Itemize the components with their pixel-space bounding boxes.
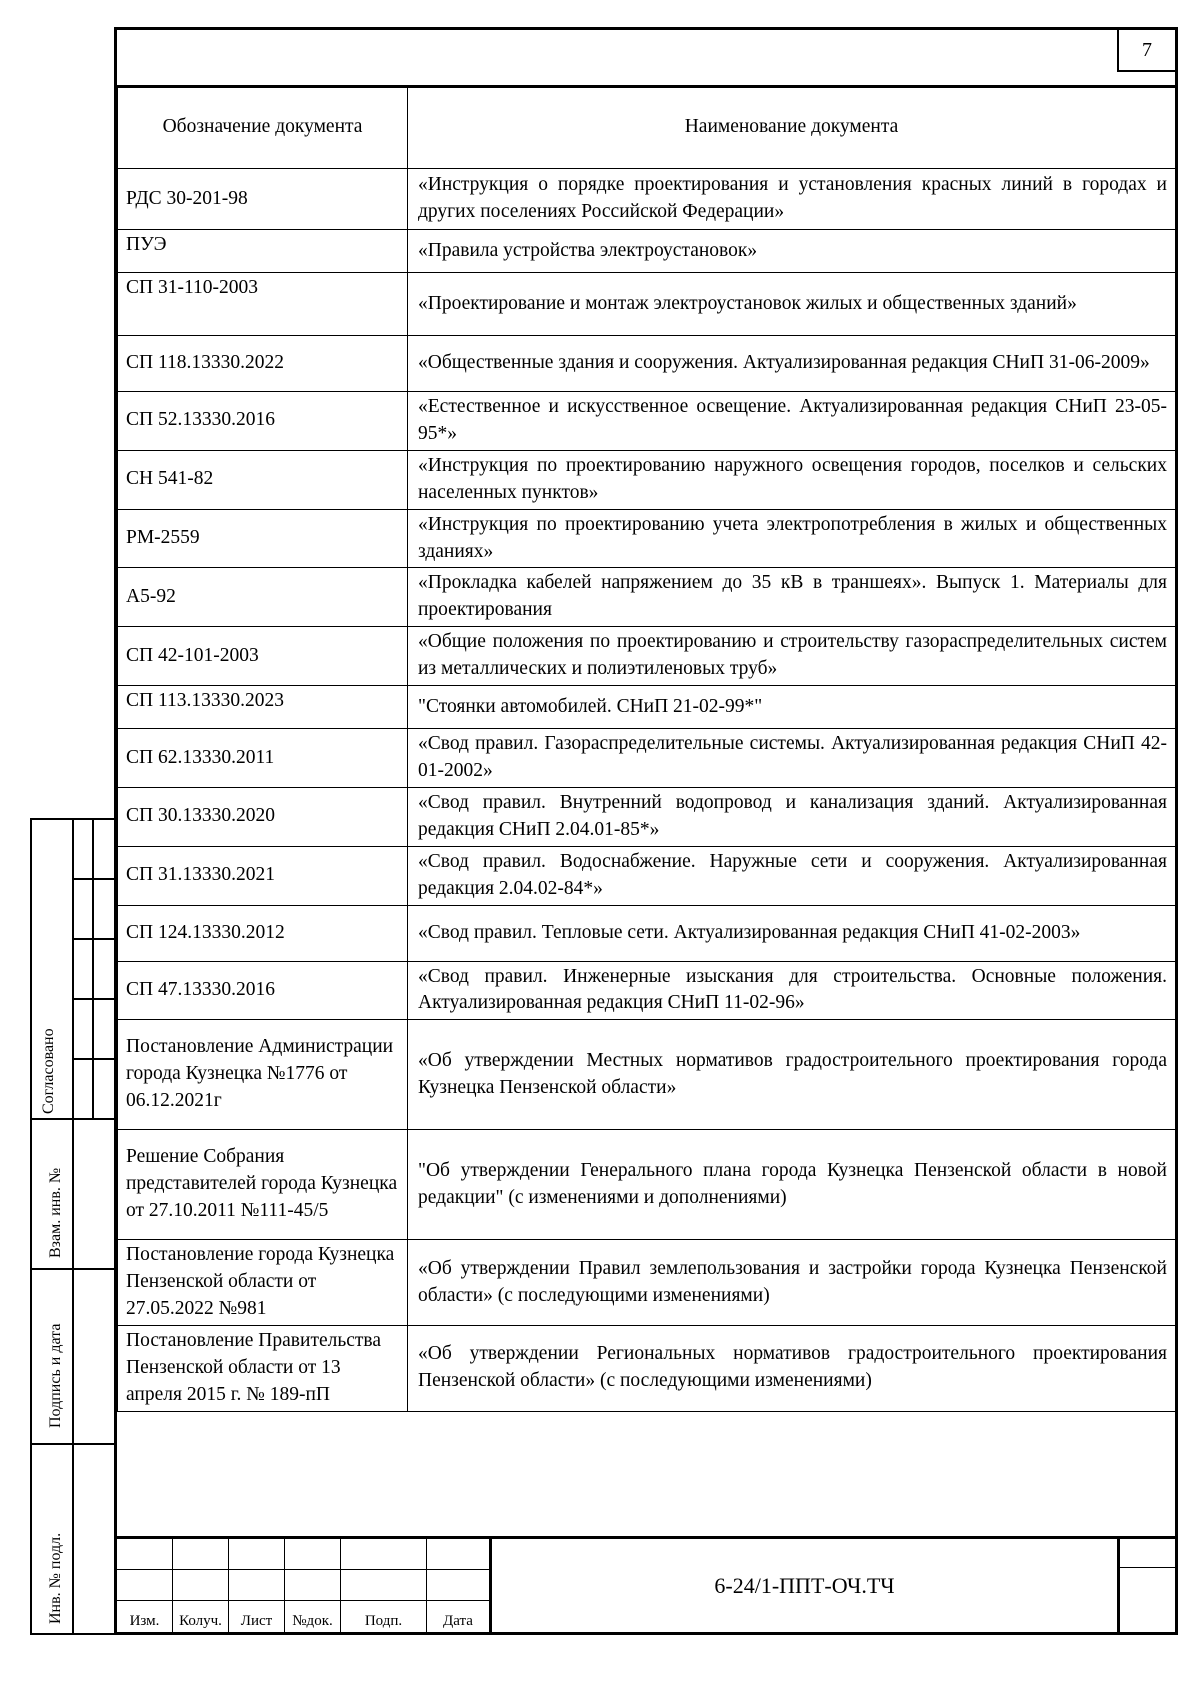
- table-row: [118, 1130, 1176, 1240]
- row-title: «Общественные здания и сооружения. Актуализированная редакция СНиП 31-06-2009»: [408, 336, 1176, 392]
- row-code: СП 47.13330.2016: [118, 961, 408, 1020]
- stamp-cell: [173, 1539, 229, 1570]
- row-code: СП 118.13330.2022: [118, 336, 408, 392]
- row-title: «Свод правил. Внутренний водопровод и канализация зданий. Актуализированная редакция СНиП 2.04.01-85*»: [408, 787, 1176, 846]
- stamp-cell: [229, 1539, 285, 1570]
- row-code: СП 124.13330.2012: [118, 905, 408, 961]
- label-signature: Подп.: [364, 1613, 403, 1629]
- stamp-cell: [285, 1539, 341, 1570]
- stamp-label-cell: [285, 1601, 341, 1632]
- stamp-cell: [117, 1570, 173, 1601]
- row-title: «Об утверждении Правил землепользования и застройки города Кузнецка Пензенской области» (с последующими изменениями): [408, 1240, 1176, 1326]
- left-margin-stamp: [30, 818, 114, 1635]
- stamp-cell: [427, 1539, 489, 1570]
- row-code: А5-92: [118, 568, 408, 627]
- table-row: [118, 1240, 1176, 1326]
- row-title: «Свод правил. Газораспределительные системы. Актуализированная редакция СНиП 42-01-2002»: [408, 729, 1176, 788]
- stamp-cell: [229, 1570, 285, 1601]
- top-bar: [117, 30, 1175, 88]
- table-row: [118, 568, 1176, 627]
- label-sheet: Лист: [240, 1613, 273, 1629]
- row-title: «Свод правил. Инженерные изыскания для строительства. Основные положения. Актуализированная редакция СНиП 11-02-96»: [408, 961, 1176, 1020]
- table-row: [118, 627, 1176, 686]
- row-code: Постановление города Кузнецка Пензенской области от 27.05.2022 №981: [118, 1240, 408, 1326]
- revision-grid: [117, 1539, 489, 1632]
- row-title: «Проектирование и монтаж электроустановок жилых и общественных зданий»: [408, 273, 1176, 336]
- drawing-frame: [114, 27, 1178, 1635]
- label-change: Изм.: [129, 1613, 160, 1629]
- label-inv-orig: Инв. № подл.: [47, 1532, 64, 1624]
- table-row: [118, 392, 1176, 451]
- row-title: «Прокладка кабелей напряжением до 35 кВ в траншеях». Выпуск 1. Материалы для проектирования: [408, 568, 1176, 627]
- row-code: Постановление Правительства Пензенской области от 13 апреля 2015 г. № 189-пП: [118, 1326, 408, 1412]
- table-row: [118, 509, 1176, 568]
- stamp-cell: [117, 1539, 173, 1570]
- row-code: СП 31.13330.2021: [118, 846, 408, 905]
- row-code: ПУЭ: [118, 230, 408, 273]
- stamp-label-cell: [229, 1601, 285, 1632]
- row-code: РМ-2559: [118, 509, 408, 568]
- row-title: «Об утверждении Местных нормативов градостроительного проектирования города Кузнецка Пензенской области»: [408, 1020, 1176, 1130]
- page-number: 7: [1117, 30, 1175, 72]
- title-block: [117, 1536, 1175, 1632]
- table-row: [118, 450, 1176, 509]
- row-code: РДС 30-201-98: [118, 169, 408, 230]
- row-title: «Свод правил. Водоснабжение. Наружные сети и сооружения. Актуализированная редакция 2.04.02-84*»: [408, 846, 1176, 905]
- row-code: Решение Собрания представителей города Кузнецка от 27.10.2011 №111-45/5: [118, 1130, 408, 1240]
- stamp-cell: [427, 1570, 489, 1601]
- stamp-label-cell: [173, 1601, 229, 1632]
- table-row: [118, 787, 1176, 846]
- table-row: [118, 905, 1176, 961]
- row-title: "Стоянки автомобилей. СНиП 21-02-99*": [408, 686, 1176, 729]
- row-title: «Инструкция о порядке проектирования и установления красных линий в городах и других поселениях Российской Федерации»: [408, 169, 1176, 230]
- row-code: СП 62.13330.2011: [118, 729, 408, 788]
- reference-documents-table: [117, 85, 1176, 1412]
- stamp-label-cell: [117, 1601, 173, 1632]
- sheet-column: [1117, 1539, 1175, 1632]
- stamp-cell: [285, 1570, 341, 1601]
- header-designation: Обозначение документа: [118, 86, 408, 169]
- table-row: [118, 1326, 1176, 1412]
- table-row: [118, 230, 1176, 273]
- document-number: 6-24/1-ППТ-ОЧ.ТЧ: [489, 1539, 1117, 1632]
- row-code: СП 42-101-2003: [118, 627, 408, 686]
- row-title: «Инструкция по проектированию учета электропотребления в жилых и общественных зданиях»: [408, 509, 1176, 568]
- row-code: СП 31-110-2003: [118, 273, 408, 336]
- label-replace-inv: Взам. инв. №: [47, 1167, 64, 1258]
- label-sign-date: Подпись и дата: [47, 1323, 64, 1428]
- row-title: «Инструкция по проектированию наружного освещения городов, поселков и сельских населенных пунктов»: [408, 450, 1176, 509]
- label-doc-no: №док.: [292, 1613, 333, 1629]
- stamp-cell: [173, 1570, 229, 1601]
- table-row: [118, 169, 1176, 230]
- row-title: «Свод правил. Тепловые сети. Актуализированная редакция СНиП 41-02-2003»: [408, 905, 1176, 961]
- row-title: «Естественное и искусственное освещение. Актуализированная редакция СНиП 23-05-95*»: [408, 392, 1176, 451]
- stamp-label-cell: [341, 1601, 427, 1632]
- stamp-label-cell: [427, 1601, 489, 1632]
- table-header-row: [118, 86, 1176, 169]
- table-row: [118, 961, 1176, 1020]
- row-code: СП 113.13330.2023: [118, 686, 408, 729]
- row-code: СП 52.13330.2016: [118, 392, 408, 451]
- stamp-cell: [341, 1539, 427, 1570]
- row-code: Постановление Администрации города Кузнецка №1776 от 06.12.2021г: [118, 1020, 408, 1130]
- row-title: "Об утверждении Генерального плана города Кузнецка Пензенской области в новой редакции" (с изменениями и дополнениями): [408, 1130, 1176, 1240]
- row-code: СН 541-82: [118, 450, 408, 509]
- row-title: «Общие положения по проектированию и строительству газораспределительных систем из металлических и полиэтиленовых труб»: [408, 627, 1176, 686]
- table-row: [118, 686, 1176, 729]
- row-title: «Правила устройства электроустановок»: [408, 230, 1176, 273]
- row-code: СП 30.13330.2020: [118, 787, 408, 846]
- table-row: [118, 273, 1176, 336]
- header-name: Наименование документа: [408, 86, 1176, 169]
- table-row: [118, 729, 1176, 788]
- table-row: [118, 846, 1176, 905]
- label-qty: Колуч.: [179, 1613, 222, 1629]
- table-row: [118, 336, 1176, 392]
- label-date: Дата: [443, 1613, 473, 1629]
- table-row: [118, 1020, 1176, 1130]
- stamp-cell: [341, 1570, 427, 1601]
- row-title: «Об утверждении Региональных нормативов градостроительного проектирования Пензенской области» (с последующими изменениями): [408, 1326, 1176, 1412]
- label-agreed: Согласовано: [40, 1028, 57, 1114]
